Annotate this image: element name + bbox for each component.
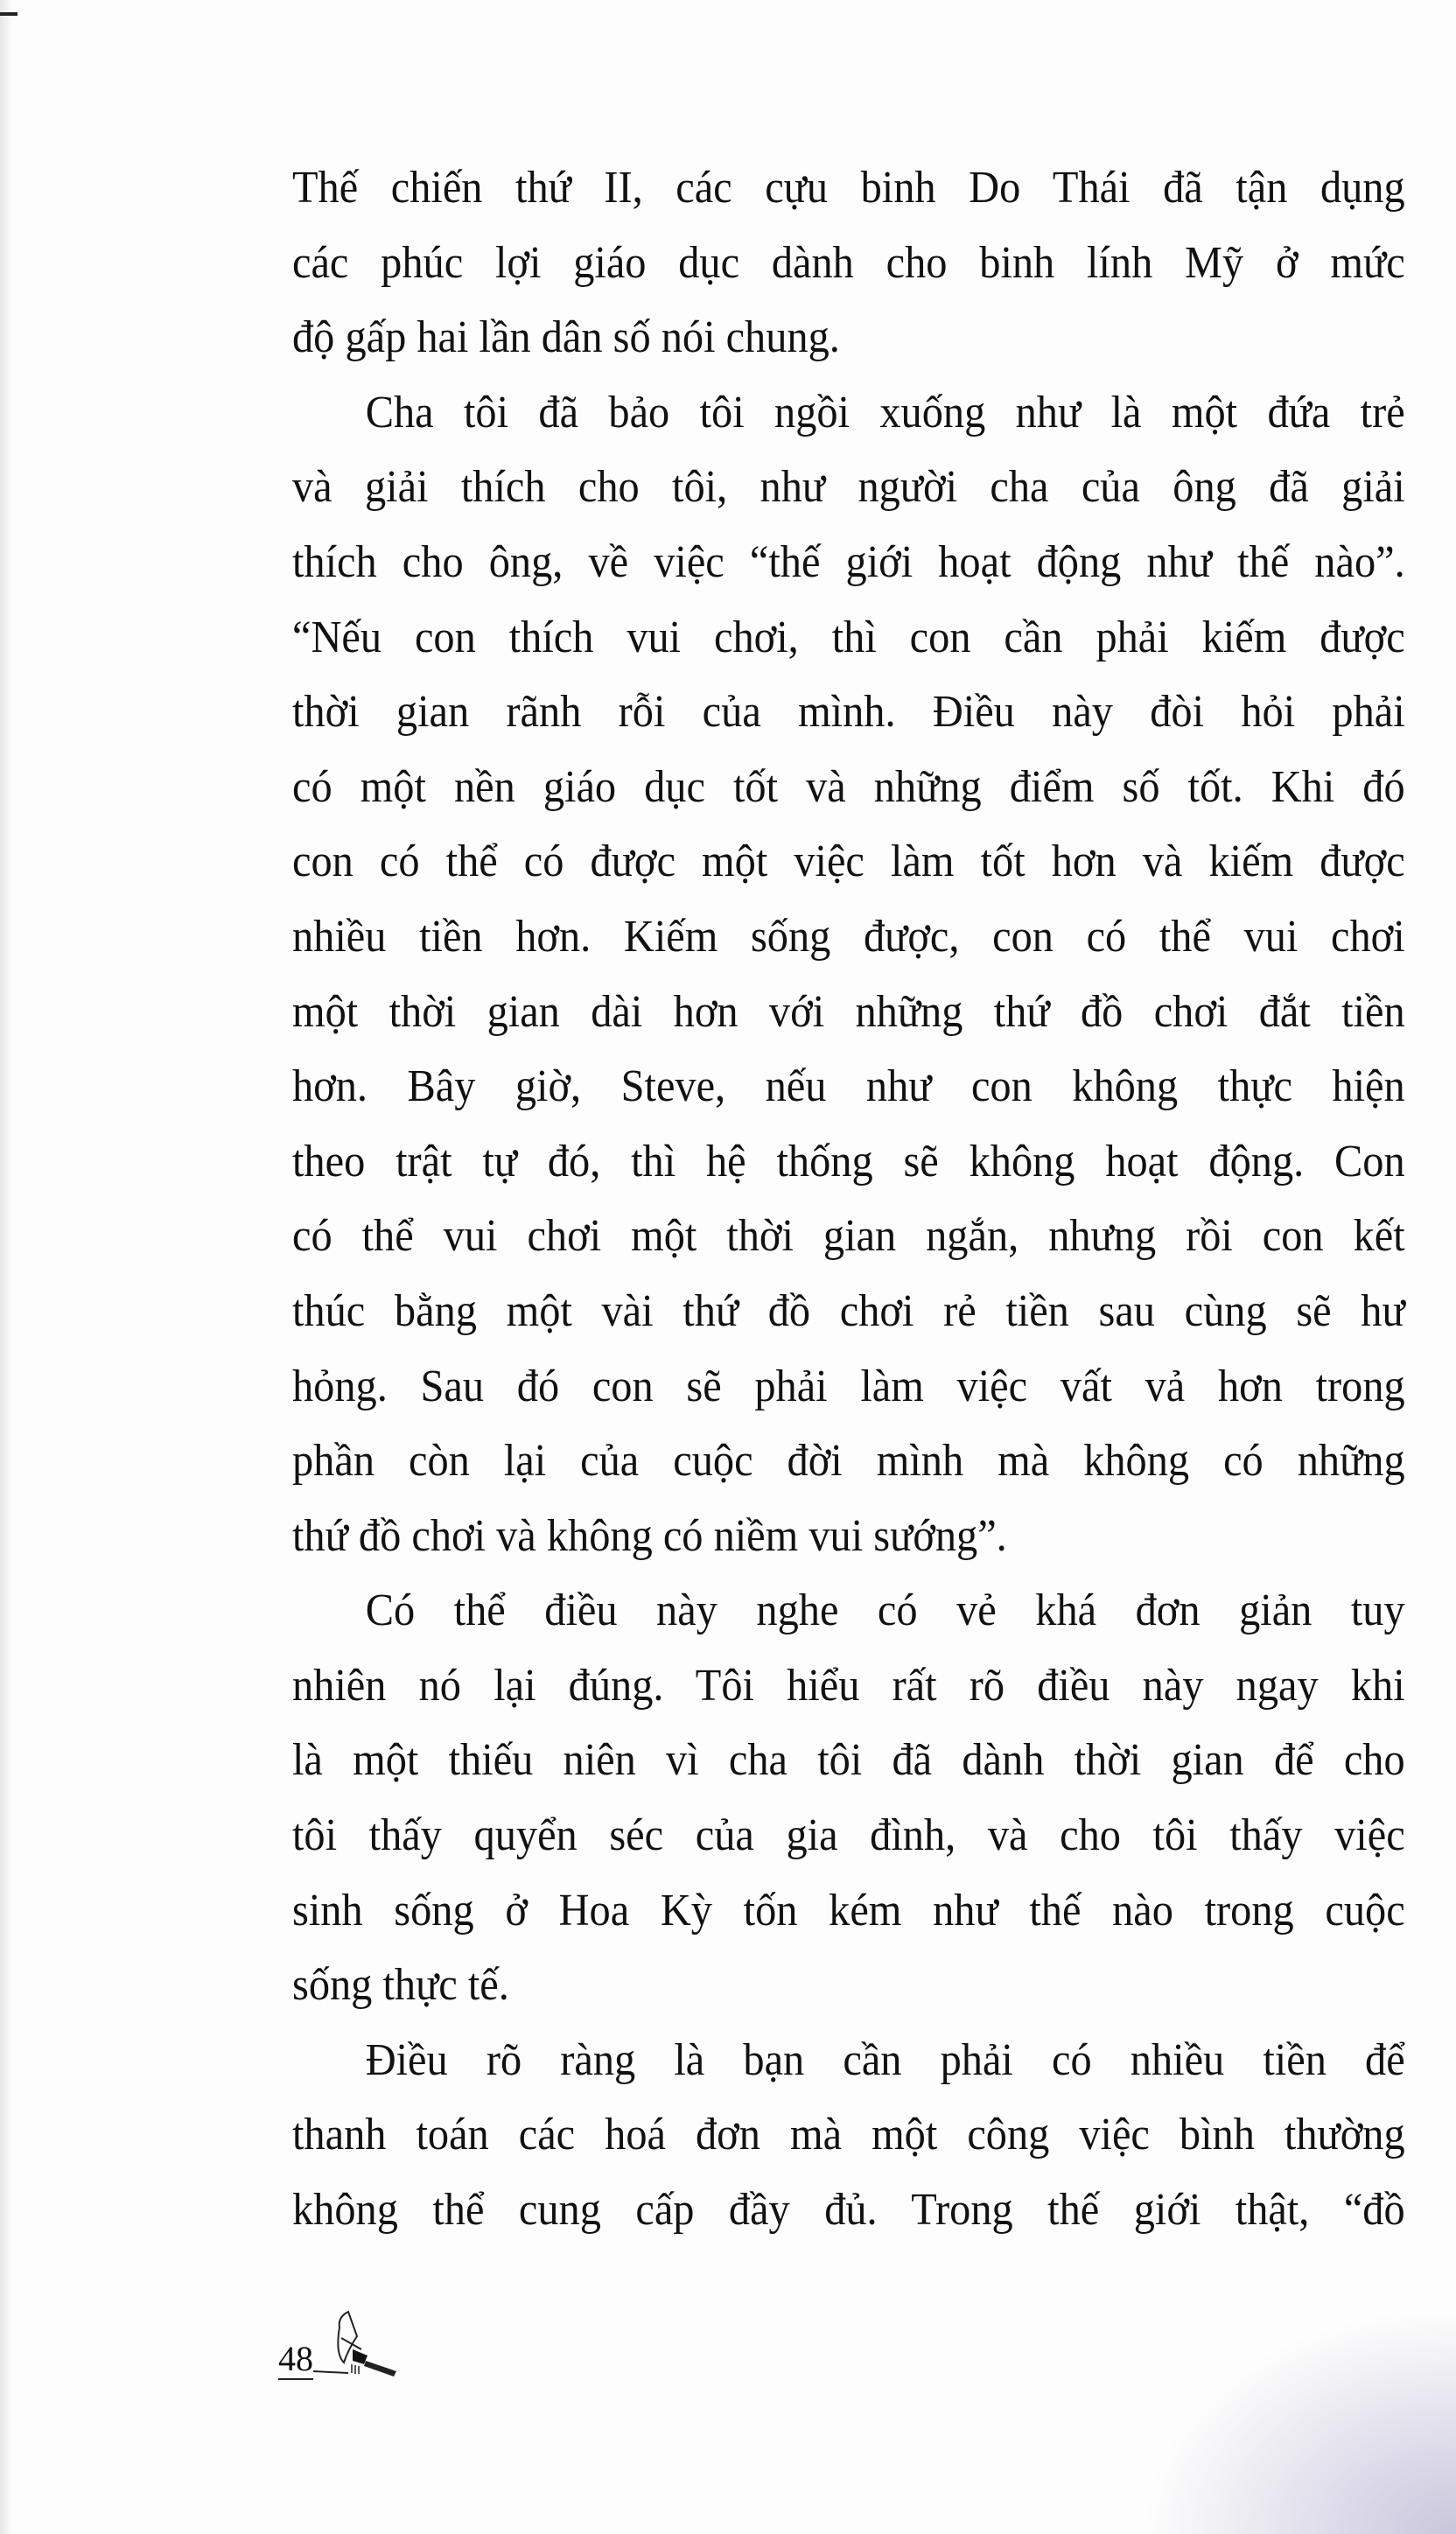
- text-line: là một thiếu niên vì cha tôi đã dành thời gian để cho: [292, 1735, 1405, 1786]
- text-line: hơn. Bây giờ, Steve, nếu như con không thực hiện: [292, 1061, 1405, 1112]
- text-line: không thể cung cấp đầy đủ. Trong thế giới thật, “đồ: [292, 2185, 1405, 2236]
- text-line: “Nếu con thích vui chơi, thì con cần phải kiếm được: [292, 612, 1405, 662]
- body-text: [292, 150, 1405, 2248]
- text-line: một thời gian dài hơn với những thứ đồ chơi đắt tiền: [292, 986, 1405, 1037]
- text-line: Cha tôi đã bảo tôi ngồi xuống như là một đứa trẻ: [365, 387, 1405, 438]
- page-number: 48: [278, 2339, 313, 2378]
- text-line: thanh toán các hoá đơn mà một công việc bình thường: [292, 2110, 1405, 2160]
- text-line: theo trật tự đó, thì hệ thống sẽ không hoạt động. Con: [292, 1136, 1405, 1186]
- text-line: Có thể điều này nghe có vẻ khá đơn giản tuy: [365, 1586, 1405, 1636]
- reader-ornament-icon: [313, 2310, 410, 2380]
- text-line: tôi thấy quyển séc của gia đình, và cho tôi thấy việc: [292, 1810, 1405, 1861]
- text-line: phần còn lại của cuộc đời mình mà không có những: [292, 1436, 1405, 1487]
- scan-edge-mark: [0, 12, 18, 16]
- text-line: và giải thích cho tôi, như người cha của ông đã giải: [292, 462, 1405, 513]
- text-line: sống thực tế.: [292, 1960, 509, 2011]
- text-line: thúc bằng một vài thứ đồ chơi rẻ tiền sau cùng sẽ hư: [292, 1285, 1405, 1336]
- text-line: nhiên nó lại đúng. Tôi hiểu rất rõ điều này ngay khi: [292, 1660, 1405, 1711]
- text-line: thích cho ông, về việc “thế giới hoạt động như thế nào”.: [292, 536, 1405, 587]
- text-line: Điều rõ ràng là bạn cần phải có nhiều tiền để: [365, 2034, 1405, 2085]
- page-curl-shadow: [1141, 2306, 1456, 2534]
- text-line: con có thể có được một việc làm tốt hơn và kiếm được: [292, 836, 1405, 887]
- text-line: thứ đồ chơi và không có niềm vui sướng”.: [292, 1510, 1007, 1561]
- text-line: độ gấp hai lần dân số nói chung.: [292, 312, 840, 363]
- page-footer: [278, 2310, 410, 2380]
- text-line: sinh sống ở Hoa Kỳ tốn kém như thế nào trong cuộc: [292, 1885, 1405, 1936]
- text-line: các phúc lợi giáo dục dành cho binh lính Mỹ ở mức: [292, 237, 1405, 288]
- page-edge-shadow: [0, 0, 12, 2534]
- text-line: có một nền giáo dục tốt và những điểm số tốt. Khi đó: [292, 761, 1405, 812]
- text-line: hỏng. Sau đó con sẽ phải làm việc vất vả hơn trong: [292, 1361, 1405, 1411]
- text-line: nhiều tiền hơn. Kiếm sống được, con có thể vui chơi: [292, 911, 1405, 962]
- text-line: Thế chiến thứ II, các cựu binh Do Thái đã tận dụng: [292, 163, 1405, 213]
- text-line: thời gian rãnh rỗi của mình. Điều này đòi hỏi phải: [292, 687, 1405, 738]
- text-line: có thể vui chơi một thời gian ngắn, nhưng rồi con kết: [292, 1211, 1405, 1262]
